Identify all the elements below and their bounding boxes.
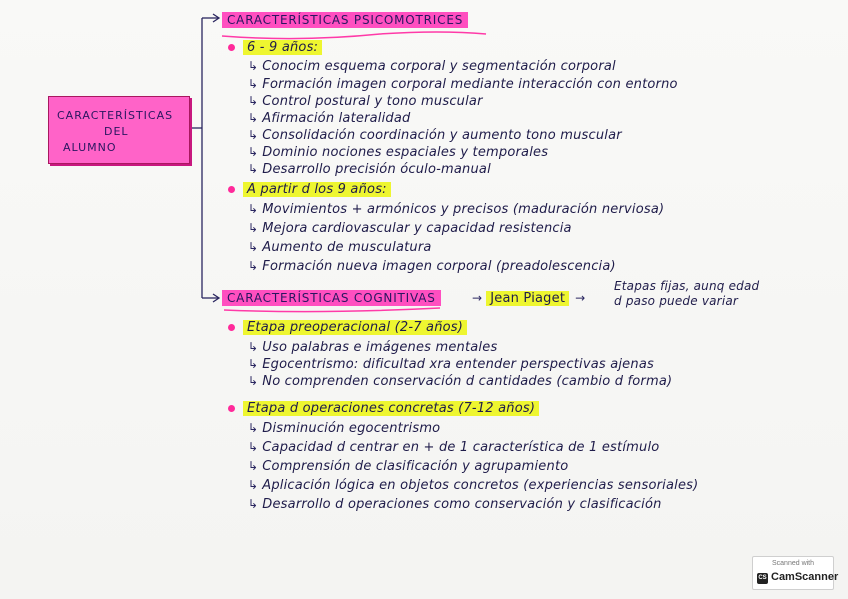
psico-header: [222, 12, 468, 29]
bullet-icon: [228, 44, 235, 51]
cogn-group2-title: [228, 401, 539, 417]
watermark-caption: Scanned with: [771, 560, 815, 567]
arrow-icon: ↳: [248, 162, 259, 176]
cogn-group1-title-text: Etapa preoperacional (2-7 años): [243, 320, 467, 335]
list-item: ↳ Aplicación lógica en objetos concretos (experiencias sensoriales): [248, 478, 699, 493]
arrow-icon: ↳: [248, 59, 259, 73]
camscanner-logo-icon: CS: [757, 573, 768, 584]
list-item: ↳ No comprenden conservación d cantidades (cambio d forma): [248, 374, 673, 389]
watermark-brand: CamScanner: [771, 571, 839, 583]
cogn-note-line2: d paso puede variar: [614, 294, 739, 308]
cogn-group1-title: [228, 320, 467, 336]
arrow-right-icon: →: [472, 291, 483, 305]
psico-group2-title: [228, 182, 391, 198]
bullet-icon: [228, 405, 235, 412]
cogn-author-text: Jean Piaget: [486, 291, 569, 306]
list-item: ↳ Movimientos + armónicos y precisos (maduración nerviosa): [248, 202, 665, 217]
arrow-icon: ↳: [248, 440, 259, 454]
list-item: ↳ Afirmación lateralidad: [248, 111, 411, 126]
cogn-note-line1: Etapas fijas, aunq edad: [614, 279, 760, 293]
arrow-icon: ↳: [248, 77, 259, 91]
cogn-author: [472, 290, 589, 307]
list-item: ↳ Aumento de musculatura: [248, 240, 432, 255]
cogn-header: [222, 290, 441, 307]
arrow-icon: ↳: [248, 459, 259, 473]
psico-group2-title-text: A partir d los 9 años:: [243, 182, 391, 197]
list-item: ↳ Formación nueva imagen corporal (preadolescencia): [248, 259, 616, 274]
list-item: ↳ Comprensión de clasificación y agrupamiento: [248, 459, 569, 474]
arrow-icon: ↳: [248, 221, 259, 235]
main-title-line1: CARACTERÍSTICAS: [57, 109, 174, 122]
bullet-icon: [228, 186, 235, 193]
list-item: ↳ Consolidación coordinación y aumento tono muscular: [248, 128, 622, 143]
list-item: ↳ Disminución egocentrismo: [248, 421, 441, 436]
list-item: ↳ Egocentrismo: dificultad xra entender perspectivas ajenas: [248, 357, 654, 372]
arrow-icon: ↳: [248, 145, 259, 159]
list-item: ↳ Formación imagen corporal mediante interacción con entorno: [248, 77, 678, 92]
list-item: ↳ Dominio nociones espaciales y temporales: [248, 145, 549, 160]
main-title-box: [48, 96, 190, 164]
arrow-right-icon: →: [575, 291, 586, 305]
list-item: ↳ Uso palabras e imágenes mentales: [248, 340, 498, 355]
camscanner-watermark: [752, 556, 839, 590]
main-title-line3: ALUMNO: [63, 141, 117, 154]
list-item: ↳ Mejora cardiovascular y capacidad resistencia: [248, 221, 572, 236]
cogn-group2-title-text: Etapa d operaciones concretas (7-12 años): [243, 401, 539, 416]
arrow-icon: ↳: [248, 421, 259, 435]
arrow-icon: ↳: [248, 111, 259, 125]
arrow-icon: ↳: [248, 478, 259, 492]
list-item: ↳ Desarrollo d operaciones como conservación y clasificación: [248, 497, 662, 512]
psico-header-label: CARACTERÍSTICAS PSICOMOTRICES: [222, 12, 468, 28]
list-item: ↳ Capacidad d centrar en + de 1 característica de 1 estímulo: [248, 440, 660, 455]
arrow-icon: ↳: [248, 357, 259, 371]
arrow-icon: ↳: [248, 240, 259, 254]
arrow-icon: ↳: [248, 340, 259, 354]
list-item: ↳ Conocim esquema corporal y segmentación corporal: [248, 59, 616, 74]
psico-group1-title: [228, 40, 322, 56]
list-item: ↳ Control postural y tono muscular: [248, 94, 483, 109]
arrow-icon: ↳: [248, 497, 259, 511]
arrow-icon: ↳: [248, 259, 259, 273]
arrow-icon: ↳: [248, 202, 259, 216]
psico-group1-title-text: 6 - 9 años:: [243, 40, 322, 55]
bullet-icon: [228, 324, 235, 331]
main-title-line2: DEL: [104, 125, 129, 138]
cogn-header-label: CARACTERÍSTICAS COGNITIVAS: [222, 290, 441, 306]
arrow-icon: ↳: [248, 128, 259, 142]
arrow-icon: ↳: [248, 94, 259, 108]
arrow-icon: ↳: [248, 374, 259, 388]
list-item: ↳ Desarrollo precisión óculo-manual: [248, 162, 491, 177]
